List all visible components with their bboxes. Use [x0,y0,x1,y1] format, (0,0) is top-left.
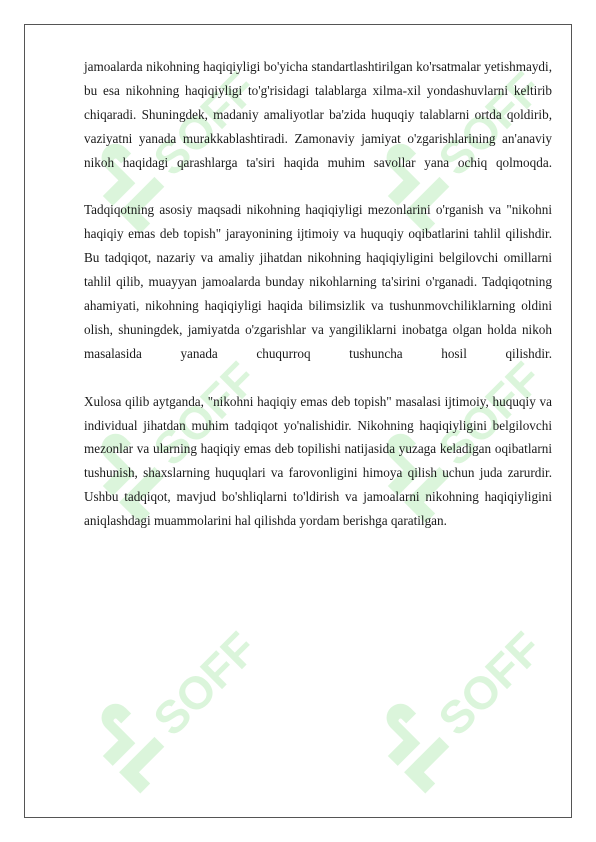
document-body [84,55,552,557]
svg-text:SOFF: SOFF [143,61,267,186]
svg-text:SOFF: SOFF [428,621,552,746]
paragraph: jamoalarda nikohning haqiqiyligi bo'yicha standartlashtirilgan ko'rsatmalar yetishmaydi, bu esa nikohning haqiqiyligi to'g'risidagi talablarga xilma-xil yondashuvlarni keltirib chiqaradi. Shuningdek, madaniy amaliyotlar ba'zida huquqiy talablarni ortda qoldirib, vaziyatni yanada murakkablashtiradi. Zamonaviy jamiyat o'zgarishlarining an'anaviy nikoh haqidagi qarashlarga ta'siri haqida muhim savollar yana ochiq qolmoqda. [84,59,552,170]
svg-text:SOFF: SOFF [428,351,552,476]
svg-text:SOFF: SOFF [143,351,267,476]
paragraph: Tadqiqotning asosiy maqsadi nikohning haqiqiyligi mezonlarini o'rganish va "nikohni haqiqiy emas deb topish" jarayonining ijtimoiy va huquqiy oqibatlarini tahlil qilishdir. Bu tadqiqot, nazariy va amaliy jihatdan nikohning haqiqiyligini belgilovchi omillarni tahlil qilib, muayyan jamoalarda bunday nikohlarning ta'sirini o'rganadi. Tadqiqotning ahamiyati, nikohning haqiqiyligi haqida bilimsizlik va tushunmovchiliklarning oldini olish, shuningdek, jamiyatda o'zgarishlar va yangiliklarni inobatga olgan holda nikoh masalasida yanada chuqurroq tushuncha hosil qilishdir. [84,202,552,361]
svg-text:SOFF: SOFF [428,61,552,186]
svg-text:SOFF: SOFF [143,621,267,746]
paragraph: Xulosa qilib aytganda, "nikohni haqiqiy emas deb topish" masalasi ijtimoiy, huquqiy va individual jihatdan muhim tadqiqot yo'nalishidir. Nikohning haqiqiyligini belgilovchi mezonlar va ularning haqiqiy emas deb topilishi natijasida yuzaga keladigan oqibatlarni tushunish, shaxslarning huquqlari va farovonligini himoya qilish uchun juda zarurdir. Ushbu tadqiqot, mavjud bo'shliqlarni to'ldirish va jamoalarni nikohning haqiqiyligini aniqlashdagi muammolarini hal qilishda yordam berishga qaratilgan. [84,393,552,529]
